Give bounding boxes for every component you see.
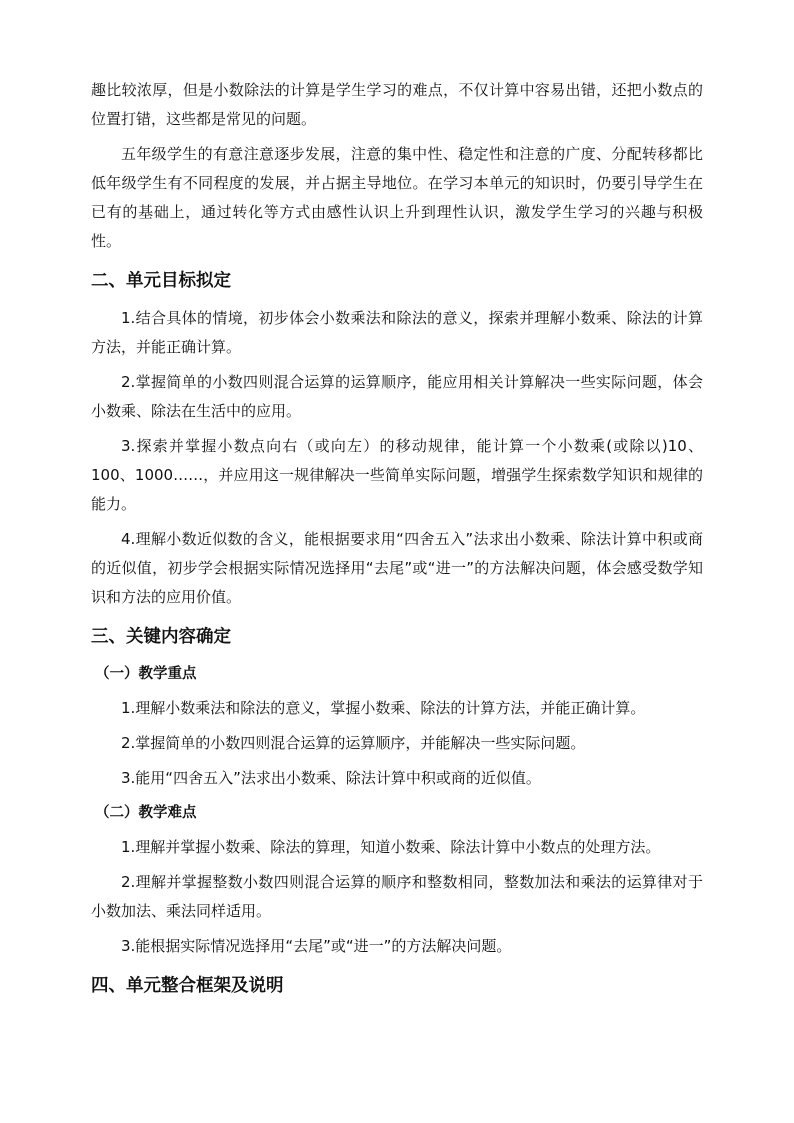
- goal-item: 4.理解小数近似数的含义，能根据要求用“四舍五入”法求出小数乘、除法计算中积或商的近似值，初步学会根据实际情况选择用“去尾”或“进一”的方法解决问题，体会感受数学知识和方法的应用价值。: [91, 530, 703, 606]
- difficulty-item: 2.理解并掌握整数小数四则混合运算的顺序和整数相同，整数加法和乘法的运算律对于小数加法、乘法同样适用。: [91, 873, 703, 920]
- goal-item: 2.掌握简单的小数四则混合运算的运算顺序，能应用相关计算解决一些实际问题，体会小数乘、除法在生活中的应用。: [91, 373, 703, 420]
- intro-continuation: 趣比较浓厚，但是小数除法的计算是学生学习的难点，不仅计算中容易出错，还把小数点的位置打错，这些都是常见的问题。: [91, 81, 703, 128]
- goal-item: 3.探索并掌握小数点向右（或向左）的移动规律，能计算一个小数乘(或除以)10、100、1000……，并应用这一规律解决一些简单实际问题，增强学生探索数学知识和规律的能力。: [91, 437, 703, 513]
- difficulty-item: 3.能根据实际情况选择用“去尾”或“进一”的方法解决问题。: [121, 937, 512, 955]
- focus-item: 3.能用“四舍五入”法求出小数乘、除法计算中积或商的近似值。: [121, 769, 541, 787]
- subheading-teaching-difficulty: （二）教学难点: [95, 805, 197, 821]
- difficulty-item: 1.理解并掌握小数乘、除法的算理，知道小数乘、除法计算中小数点的处理方法。: [121, 838, 661, 856]
- section-heading-key-content: 三、关键内容确定: [91, 627, 231, 647]
- subheading-teaching-focus: （一）教学重点: [95, 666, 197, 682]
- focus-item: 1.理解小数乘法和除法的意义，掌握小数乘、除法的计算方法，并能正确计算。: [121, 699, 646, 717]
- focus-item: 2.掌握简单的小数四则混合运算的运算顺序，并能解决一些实际问题。: [121, 734, 586, 752]
- document-body: [91, 76, 703, 1009]
- section-heading-framework: 四、单元整合框架及说明: [91, 976, 284, 996]
- goal-item: 1.结合具体的情境，初步体会小数乘法和除法的意义，探索并理解小数乘、除法的计算方法，并能正确计算。: [91, 309, 703, 356]
- section-heading-unit-goals: 二、单元目标拟定: [91, 271, 231, 291]
- intro-paragraph: 五年级学生的有意注意逐步发展，注意的集中性、稳定性和注意的广度、分配转移都比低年级学生有不同程度的发展，并占据主导地位。在学习本单元的知识时，仍要引导学生在已有的基础上，通过转化等方式由感性认识上升到理性认识，激发学生学习的兴趣与积极性。: [91, 145, 703, 250]
